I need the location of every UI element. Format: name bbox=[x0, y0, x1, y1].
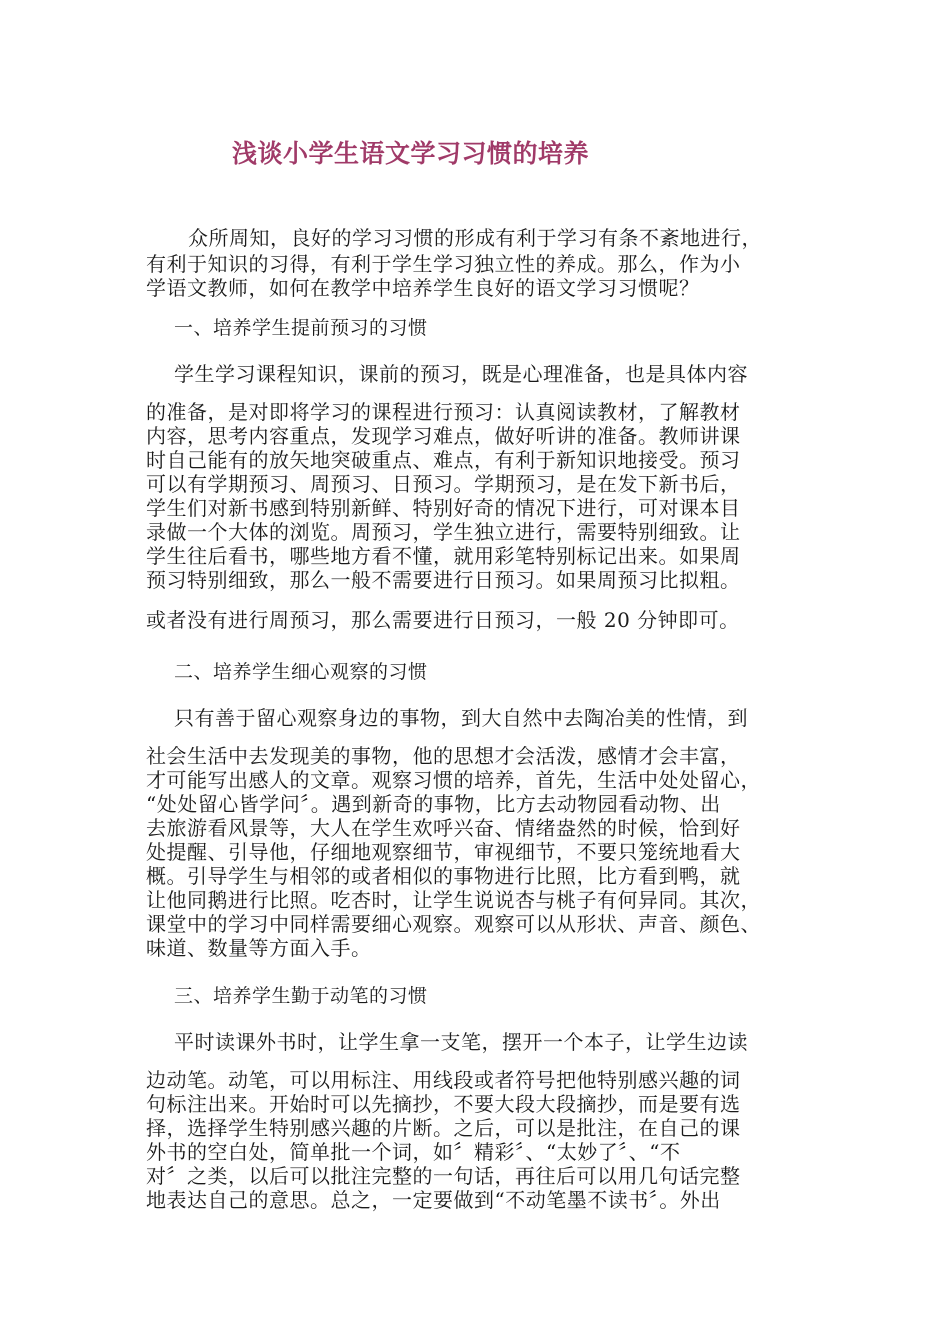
paragraph-line: 社会生活中去发现美的事物，他的思想才会活泼，感情才会丰富， bbox=[146, 744, 741, 768]
paragraph-line: “处处留心皆学问〞。遇到新奇的事物，比方去动物园看动物、出 bbox=[146, 792, 721, 816]
section-heading: 二、培养学生细心观察的习惯 bbox=[174, 661, 428, 683]
paragraph-last-line: 或者没有进行周预习，那么需要进行日预习，一般 20 分钟即可。 bbox=[146, 608, 740, 632]
paragraph-line: 去旅游看风景等，大人在学生欢呼兴奋、情绪盎然的时候，恰到好 bbox=[146, 816, 741, 840]
paragraph-line: 地表达自己的意思。总之，一定要做到“不动笔墨不读书〞。外出 bbox=[146, 1188, 721, 1212]
section-heading: 三、培养学生勤于动笔的习惯 bbox=[174, 985, 428, 1007]
paragraph-line: 学生往后看书，哪些地方看不懂，就用彩笔特别标记出来。如果周 bbox=[146, 544, 741, 568]
paragraph-line: 处提醒、引导他，仔细地观察细节，审视细节，不要只笼统地看大 bbox=[146, 840, 741, 864]
paragraph-line: 外书的空白处，简单批一个词，如〞精彩〞、“太妙了〞、“不 bbox=[146, 1140, 681, 1164]
paragraph-line: 时自己能有的放矢地突破重点、难点，有利于新知识地接受。预习 bbox=[146, 448, 741, 472]
paragraph-line: 内容，思考内容重点，发现学习难点，做好听讲的准备。教师讲课 bbox=[146, 424, 741, 448]
document-title: 浅谈小学生语文学习习惯的培养 bbox=[232, 139, 590, 168]
paragraph-first-line: 学生学习课程知识，课前的预习，既是心理准备，也是具体内容 bbox=[174, 362, 748, 386]
paragraph-line: 可以有学期预习、周预习、日预习。学期预习，是在发下新书后， bbox=[146, 472, 741, 496]
intro-line: 有利于知识的习得，有利于学生学习独立性的养成。那么，作为小 bbox=[146, 252, 741, 276]
paragraph-line: 课堂中的学习中同样需要细心观察。观察可以从形状、声音、颜色、 bbox=[146, 912, 761, 936]
paragraph-line: 句标注出来。开始时可以先摘抄，不要大段大段摘抄，而是要有选 bbox=[146, 1092, 741, 1116]
paragraph-line: 让他同鹅进行比照。吃杏时，让学生说说杏与桃子有何异同。其次， bbox=[146, 888, 761, 912]
paragraph-line: 学生们对新书感到特别新鲜、特别好奇的情况下进行，可对课本目 bbox=[146, 496, 741, 520]
intro-line: 学语文教师，如何在教学中培养学生良好的语文学习习惯呢？ bbox=[146, 276, 700, 300]
paragraph-first-line: 只有善于留心观察身边的事物，到大自然中去陶冶美的性情，到 bbox=[174, 706, 748, 730]
paragraph-line: 择，选择学生特别感兴趣的片断。之后，可以是批注，在自己的课 bbox=[146, 1116, 741, 1140]
paragraph-line: 录做一个大体的浏览。周预习，学生独立进行，需要特别细致。让 bbox=[146, 520, 741, 544]
intro-line: 众所周知，良好的学习习惯的形成有利于学习有条不紊地进行， bbox=[188, 226, 762, 250]
paragraph-line: 的准备，是对即将学习的课程进行预习：认真阅读教材，了解教材 bbox=[146, 400, 741, 424]
paragraph-line: 对〞之类，以后可以批注完整的一句话，再往后可以用几句话完整 bbox=[146, 1164, 741, 1188]
paragraph-line: 才可能写出感人的文章。观察习惯的培养，首先，生活中处处留心， bbox=[146, 768, 761, 792]
section-heading: 一、培养学生提前预习的习惯 bbox=[174, 317, 428, 339]
paragraph-line: 味道、数量等方面入手。 bbox=[146, 936, 372, 960]
paragraph-first-line: 平时读课外书时，让学生拿一支笔，摆开一个本子，让学生边读 bbox=[174, 1030, 748, 1054]
paragraph-line: 概。引导学生与相邻的或者相似的事物进行比照，比方看到鸭，就 bbox=[146, 864, 741, 888]
paragraph-line: 预习特别细致，那么一般不需要进行日预习。如果周预习比拟粗。 bbox=[146, 568, 741, 592]
paragraph-line: 边动笔。动笔，可以用标注、用线段或者符号把他特别感兴趣的词 bbox=[146, 1068, 741, 1092]
